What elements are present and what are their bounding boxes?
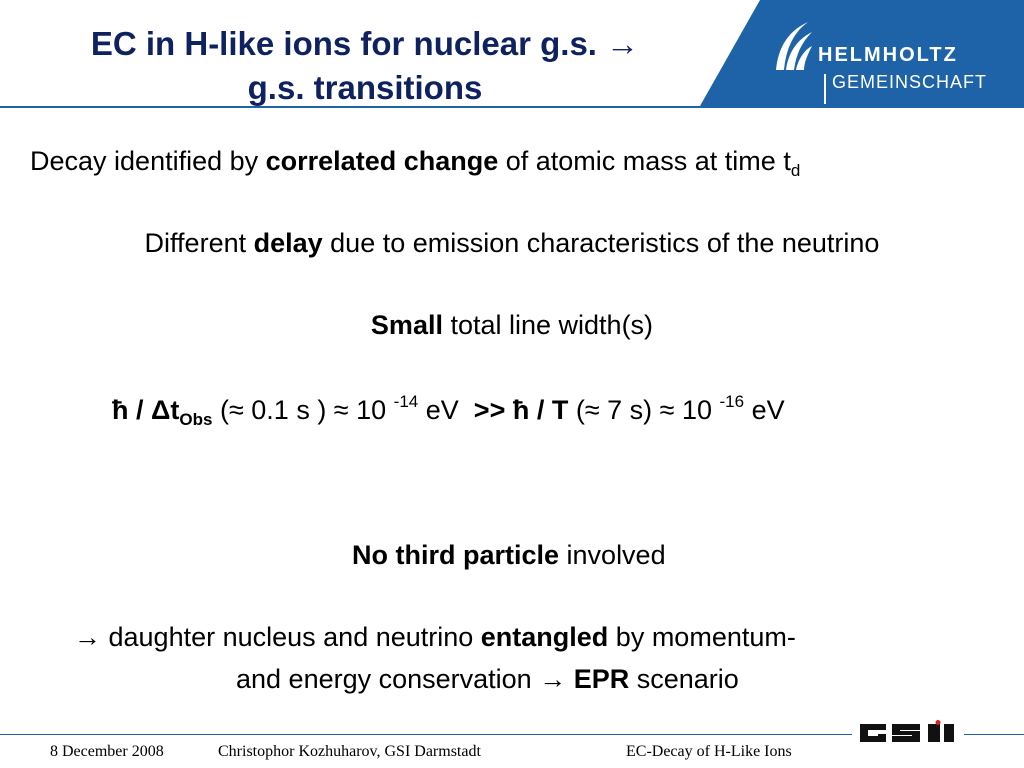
text-segment: Different	[144, 228, 254, 258]
bold-segment: Small	[370, 310, 443, 340]
footer-author: Christophor Kozhuharov, GSI Darmstadt	[218, 743, 481, 760]
superscript: -16	[719, 392, 745, 411]
bold-segment: >> ћ / T	[473, 395, 569, 425]
footer-rule-left	[0, 734, 852, 735]
text-segment: eV	[744, 395, 785, 425]
text-segment: eV	[418, 395, 459, 425]
bullet-line-2	[0, 228, 1024, 259]
title-line-2: g.s. transitions	[247, 69, 483, 106]
bullet-line-5	[352, 540, 666, 571]
bullet-line-6	[74, 622, 796, 653]
bold-segment: entangled	[480, 622, 609, 652]
footer-rule-right	[964, 734, 1024, 735]
text-segment: by momentum-	[608, 622, 796, 652]
bullet-line-3	[0, 310, 1024, 341]
bold-segment: EPR	[573, 664, 630, 694]
text-segment: → daughter nucleus and neutrino	[74, 622, 481, 652]
text-segment: of atomic mass at time t	[498, 146, 791, 176]
text-segment: (≈ 0.1 s ) ≈ 10	[212, 395, 394, 425]
text-segment: total line width(s)	[442, 310, 654, 340]
bold-segment: delay	[253, 228, 323, 258]
bold-segment: ћ / Δt	[112, 395, 180, 425]
superscript: -14	[393, 392, 419, 411]
bullet-line-7	[236, 664, 739, 695]
subscript: Obs	[179, 410, 213, 429]
text-segment: due to emission characteristics of the neutrino	[322, 228, 880, 258]
helmholtz-subtitle: GEMEINSCHAFT	[832, 72, 988, 92]
text-segment: scenario	[629, 664, 739, 694]
formula-line	[112, 392, 785, 430]
subscript: d	[790, 161, 801, 180]
bold-segment: correlated change	[265, 146, 499, 176]
footer-topic: EC-Decay of H-Like Ions	[626, 743, 792, 760]
text-segment: and energy conservation →	[236, 664, 574, 694]
text-segment: Decay identified by	[30, 146, 266, 176]
helmholtz-name: HELMHOLTZ	[818, 44, 958, 66]
text-segment: involved	[559, 540, 666, 570]
bullet-line-1	[30, 146, 800, 181]
text-segment: (≈ 7 s) ≈ 10	[568, 395, 720, 425]
footer-date: 8 December 2008	[50, 743, 164, 760]
title-line-1: EC in H-like ions for nuclear g.s. →	[90, 25, 640, 62]
gsi-logo	[858, 720, 958, 746]
bold-segment: No third particle	[352, 540, 560, 570]
